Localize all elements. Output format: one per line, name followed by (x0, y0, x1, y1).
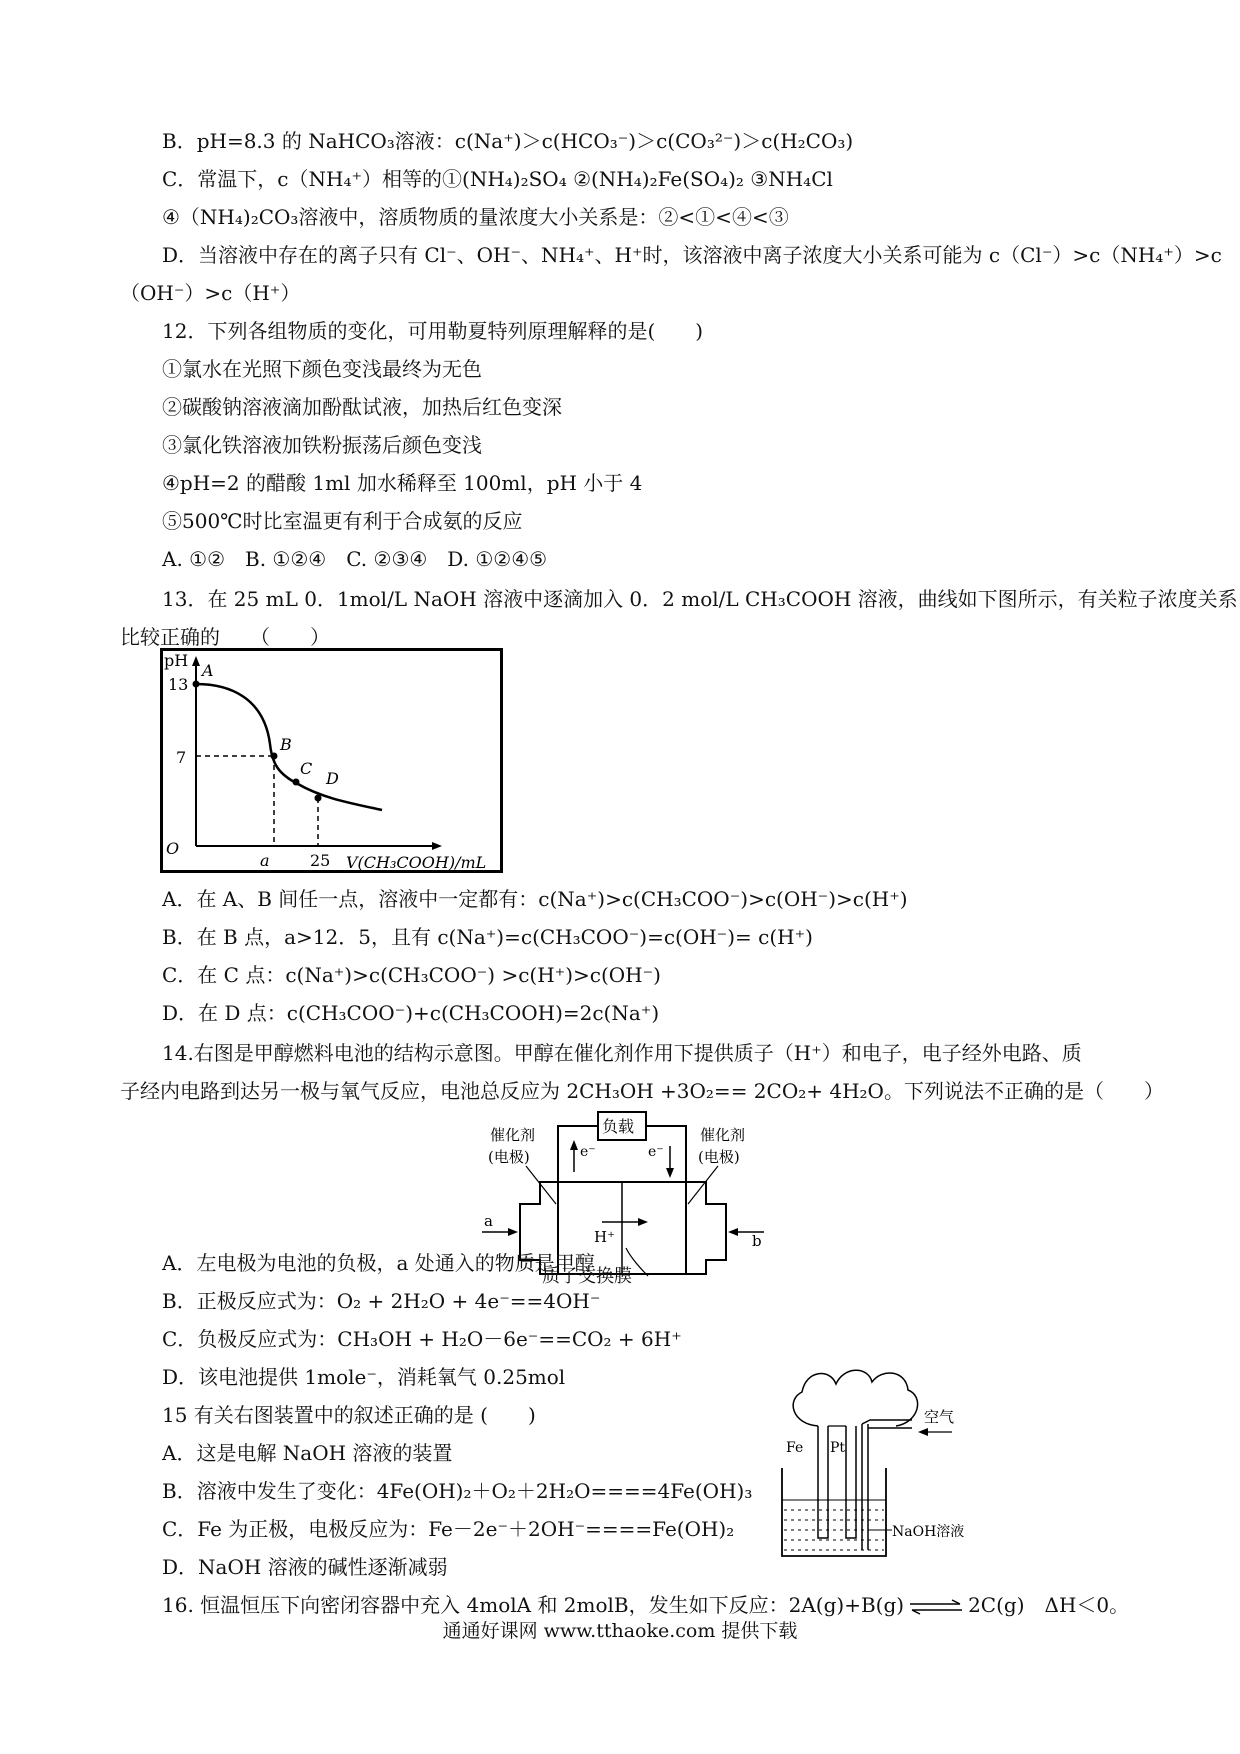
q12-stem: 12．下列各组物质的变化，可用勒夏特列原理解释的是( ) (162, 319, 704, 343)
q13-option-a: A．在 A、B 间任一点，溶液中一定都有：c(Na⁺)>c(CH₃COO⁻)>c(OH⁻)>c(H⁺) (162, 887, 908, 911)
pt-electrode (846, 1426, 856, 1538)
fe-pt-cell-apparatus (772, 1360, 982, 1558)
y-axis-arrow-icon (192, 656, 200, 666)
q11-option-d-line2: （OH⁻）>c（H⁺） (120, 281, 301, 305)
q12-item-1: ①氯水在光照下颜色变浅最终为无色 (162, 357, 482, 381)
point-a-marker (193, 681, 200, 688)
fe-electrode (818, 1426, 828, 1538)
equilibrium-arrow-icon (908, 1598, 964, 1616)
q13-option-d: D．在 D 点：c(CH₃COO⁻)+c(CH₃COOH)=2c(Na⁺) (162, 1001, 660, 1025)
catalyst-right-electrode-label: (电极) (698, 1148, 740, 1166)
point-a-label: A (202, 661, 214, 680)
q11-option-c-line1: C．常温下，c（NH₄⁺）相等的①(NH₄)₂SO₄ ②(NH₄)₂Fe(SO₄)₂ ③NH₄Cl (162, 167, 833, 191)
q14-option-a: A．左电极为电池的负极，a 处通入的物质是甲醇 (162, 1251, 595, 1275)
q15-option-d: D．NaOH 溶液的碱性逐渐减弱 (162, 1555, 448, 1579)
q13-stem-line2: 比较正确的 （ ） (120, 625, 330, 649)
catalyst-right-label: 催化剂 (700, 1126, 746, 1144)
tick-a: a (260, 851, 270, 870)
point-b-marker (271, 753, 278, 760)
q14-stem-line2: 子经内电路到达另一极与氧气反应，电池总反应为 2CH₃OH +3O₂== 2CO₂+ 4H₂O。下列说法不正确的是（ ） (120, 1079, 1164, 1103)
electron-label-right: e⁻ (648, 1144, 664, 1160)
q12-item-2: ②碳酸钠溶液滴加酚酞试液，加热后红色变深 (162, 395, 562, 419)
q14-option-b: B．正极反应式为：O₂ + 2H₂O + 4e⁻==4OH⁻ (162, 1289, 601, 1313)
point-d-marker (315, 795, 322, 802)
inlet-a-label: a (484, 1212, 493, 1230)
catalyst-left-electrode-label: (电极) (488, 1148, 530, 1166)
x-axis-label: V(CH₃COOH)/mL (346, 853, 487, 872)
q15-option-c: C．Fe 为正极，电极反应为：Fe－2e⁻＋2OH⁻====Fe(OH)₂ (162, 1517, 735, 1541)
coiled-wire (793, 1370, 917, 1426)
q14-option-d: D．该电池提供 1mole⁻，消耗氧气 0.25mol (162, 1365, 566, 1389)
page-footer: 通通好课网 www.tthaoke.com 提供下载 (442, 1620, 798, 1642)
q16-stem-part1: 16. 恒温恒压下向密闭容器中充入 4molA 和 2molB，发生如下反应：2A(g)+B(g) (162, 1593, 905, 1617)
point-b-label: B (280, 735, 292, 754)
catalyst-right-pointer (688, 1166, 718, 1204)
y-axis-label: pH (164, 651, 189, 670)
naoh-label: NaOH溶液 (892, 1524, 965, 1540)
air-label: 空气 (924, 1408, 955, 1426)
catalyst-left-label: 催化剂 (490, 1126, 536, 1144)
q15-stem: 15 有关右图装置中的叙述正确的是 ( ) (162, 1403, 536, 1427)
inlet-a-arrow-head-icon (508, 1228, 518, 1236)
point-c-marker (293, 779, 300, 786)
q13-option-c: C．在 C 点：c(Na⁺)>c(CH₃COO⁻) >c(H⁺)>c(OH⁻) (162, 963, 661, 987)
q12-item-4: ④pH=2 的醋酸 1ml 加水稀释至 100ml，pH 小于 4 (162, 471, 643, 495)
air-arrow-head-icon (918, 1428, 928, 1436)
proton-label: H⁺ (594, 1228, 615, 1246)
x-axis-arrow-icon (432, 842, 442, 850)
electron-arrow-left-head-icon (570, 1140, 578, 1150)
membrane-label: 质子交换膜 (542, 1266, 632, 1287)
electron-arrow-right-head-icon (666, 1168, 674, 1178)
q11-option-b: B．pH=8.3 的 NaHCO₃溶液：c(Na⁺)＞c(HCO₃⁻)＞c(CO₃²⁻)＞c(H₂CO₃) (162, 129, 854, 153)
q11-option-c-line2: ④（NH₄)₂CO₃溶液中，溶质物质的量浓度大小关系是：②<①<④<③ (162, 205, 789, 229)
q16-stem-part2: 2C(g) ΔH＜0。 (968, 1593, 1130, 1617)
titration-curve-graph (160, 648, 503, 873)
load-label: 负载 (602, 1117, 635, 1136)
q13-stem-line1: 13．在 25 mL 0．1mol/L NaOH 溶液中逐滴加入 0．2 mol/L CH₃COOH 溶液，曲线如下图所示，有关粒子浓度关系 (162, 587, 1238, 611)
point-c-label: C (300, 759, 313, 778)
tick-13: 13 (168, 675, 189, 694)
q14-stem-line1: 14.右图是甲醇燃料电池的结构示意图。甲醇在催化剂作用下提供质子（H⁺）和电子，电子经外电路、质 (162, 1041, 1082, 1065)
inlet-b-label: b (752, 1232, 762, 1250)
origin-label: O (166, 839, 180, 858)
pt-label: Pt (830, 1440, 846, 1456)
tick-25: 25 (310, 851, 331, 870)
inlet-b-arrow-head-icon (728, 1228, 738, 1236)
tick-7: 7 (176, 748, 187, 767)
q14-option-c: C．负极反应式为：CH₃OH + H₂O－6e⁻==CO₂ + 6H⁺ (162, 1327, 682, 1351)
q12-options: A. ①② B. ①②④ C. ②③④ D. ①②④⑤ (162, 547, 548, 571)
q12-item-3: ③氯化铁溶液加铁粉振荡后颜色变浅 (162, 433, 482, 457)
electron-label-left: e⁻ (580, 1144, 596, 1160)
q11-option-d-line1: D．当溶液中存在的离子只有 Cl⁻、OH⁻、NH₄⁺、H⁺时，该溶液中离子浓度大小关系可能为 c（Cl⁻）>c（NH₄⁺）>c (162, 243, 1222, 267)
q12-item-5: ⑤500℃时比室温更有利于合成氨的反应 (162, 509, 523, 533)
q15-option-a: A．这是电解 NaOH 溶液的装置 (162, 1441, 453, 1465)
beaker (782, 1468, 886, 1556)
point-d-label: D (326, 769, 339, 788)
proton-flow-arrow-head-icon (638, 1218, 648, 1226)
graph-border (162, 650, 502, 872)
air-tube (862, 1424, 868, 1550)
q15-option-b: B．溶液中发生了变化：4Fe(OH)₂＋O₂＋2H₂O====4Fe(OH)₃ (162, 1479, 753, 1503)
fe-label: Fe (786, 1440, 804, 1456)
q13-option-b: B．在 B 点，a>12．5，且有 c(Na⁺)=c(CH₃COO⁻)=c(OH⁻)= c(H⁺) (162, 925, 813, 949)
